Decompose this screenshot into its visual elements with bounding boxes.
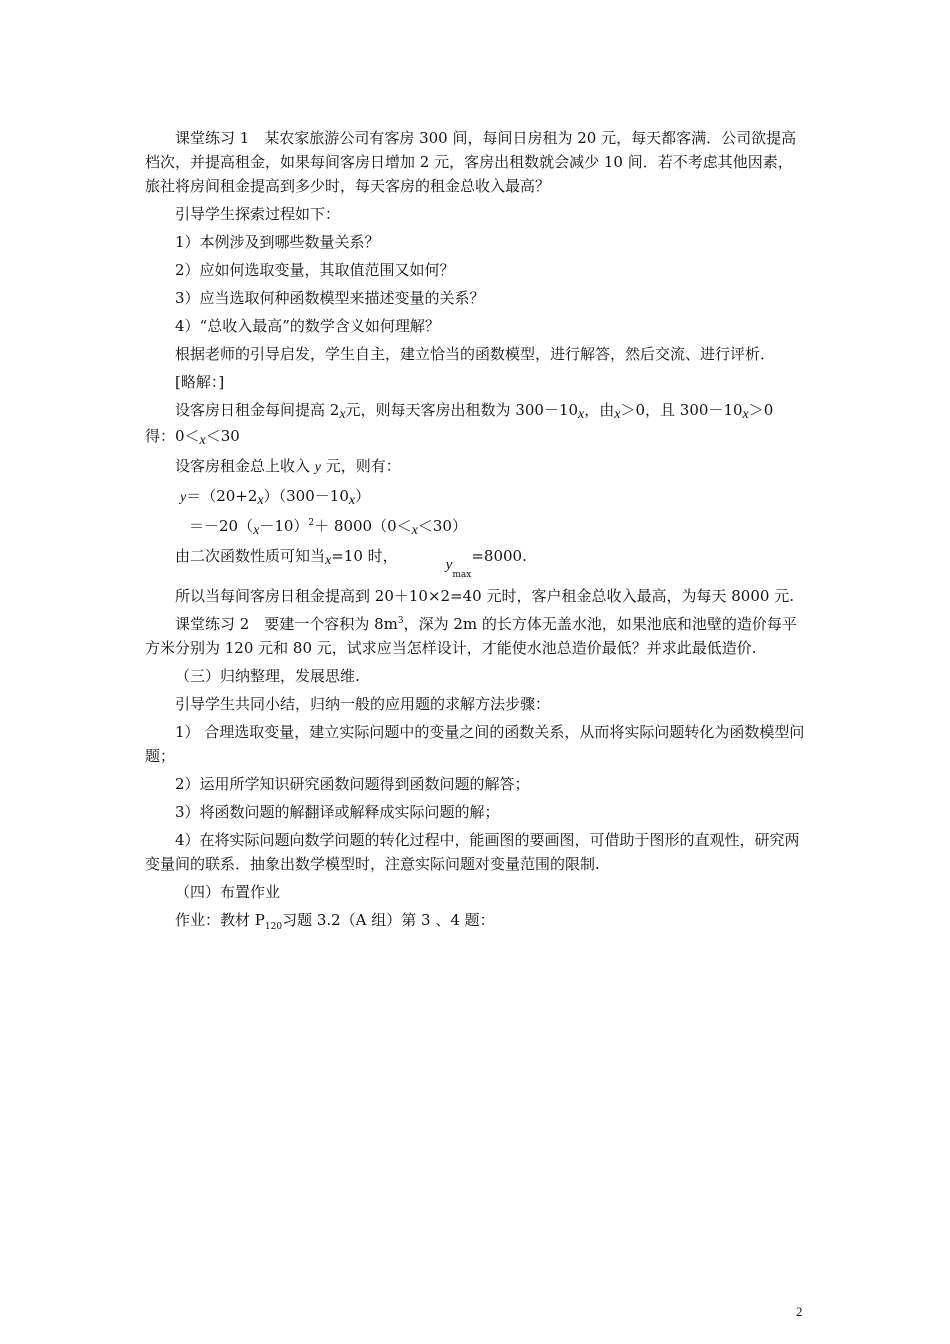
- conclusion-text: 所以当每间客房日租金提高到 20＋10×2=40 元时，客户租金总收入最高，为每天 8000 元.: [175, 587, 794, 605]
- question-1: 1）本例涉及到哪些数量关系？: [175, 233, 380, 251]
- exercise-1-text: 课堂练习 1 某农家旅游公司有客房 300 间，每间日房租为 20 元，每天都客满．公司欲提高档次，并提高租金，如果每间客房日增加 2 元，客房出租数就会减少 10 间．若不考虑其他因素，旅社将房间租金提高到多少时，每天客房的租金总收入最高？: [145, 129, 797, 195]
- summary-step-4: 4）在将实际问题向数学问题的转化过程中，能画图的要画图，可借助于图形的直观性，研究两变量间的联系．抽象出数学模型时，注意实际问题对变量范围的限制.: [145, 831, 800, 873]
- summary-intro: 引导学生共同小结，归纳一般的应用题的求解方法步骤：: [175, 695, 551, 713]
- brief-solution-label: [略解：]: [175, 373, 225, 391]
- equation-1: y＝（20+2x）（300－10x）: [180, 487, 371, 508]
- summary-step-3: 3）将函数问题的解翻译或解释成实际问题的解；: [175, 803, 500, 821]
- page-content: [145, 126, 805, 936]
- revenue-setup: 设客房租金总上收入 y 元，则有：: [175, 457, 401, 475]
- guide-text: 引导学生探索过程如下：: [175, 205, 341, 223]
- equation-2: $=-20(x-10)^2+ 8000(0<x<30)$: [189, 517, 467, 538]
- quadratic-property: 由二次函数性质可知当x=10 时， $y_{max}=8000$.: [175, 547, 527, 580]
- question-4: 4）“总收入最高”的数学含义如何理解？: [175, 317, 440, 335]
- summary-step-1: 1） 合理选取变量，建立实际问题中的变量之间的函数关系，从而将实际问题转化为函数模型问题；: [145, 723, 805, 765]
- discussion-text: 根据老师的引导启发，学生自主，建立恰当的函数模型，进行解答，然后交流、进行评析．: [175, 345, 776, 363]
- homework-heading: （四）布置作业: [175, 883, 281, 901]
- y-max-symbol: $y_{max}$: [445, 557, 472, 580]
- summary-step-2: 2）运用所学知识研究函数问题得到函数问题的解答；: [175, 775, 530, 793]
- page-number: 2: [796, 1304, 803, 1319]
- solution-setup: 设客房日租金每间提高 2x元，则每天客房出租数为 300－10x，由x＞0，且 300－10x＞0 得：0＜x＜30: [145, 401, 774, 448]
- question-2: 2）应如何选取变量，其取值范围又如何？: [175, 261, 455, 279]
- summary-heading: （三）归纳整理，发展思维.: [175, 667, 360, 685]
- homework-text: 作业：教材 $P_{120}$习题 3.2（A 组）第 3 、4 题：: [175, 911, 495, 932]
- exercise-2-text: 课堂练习 2 要建一个容积为 $8m^3$，深为 2m 的长方体无盖水池，如果池底和池壁的造价每平方米分别为 120 元和 80 元，试求应当怎样设计，才能使水池总造价最低？并求此最低造价.: [145, 615, 797, 657]
- question-3: 3）应当选取何种函数模型来描述变量的关系？: [175, 289, 485, 307]
